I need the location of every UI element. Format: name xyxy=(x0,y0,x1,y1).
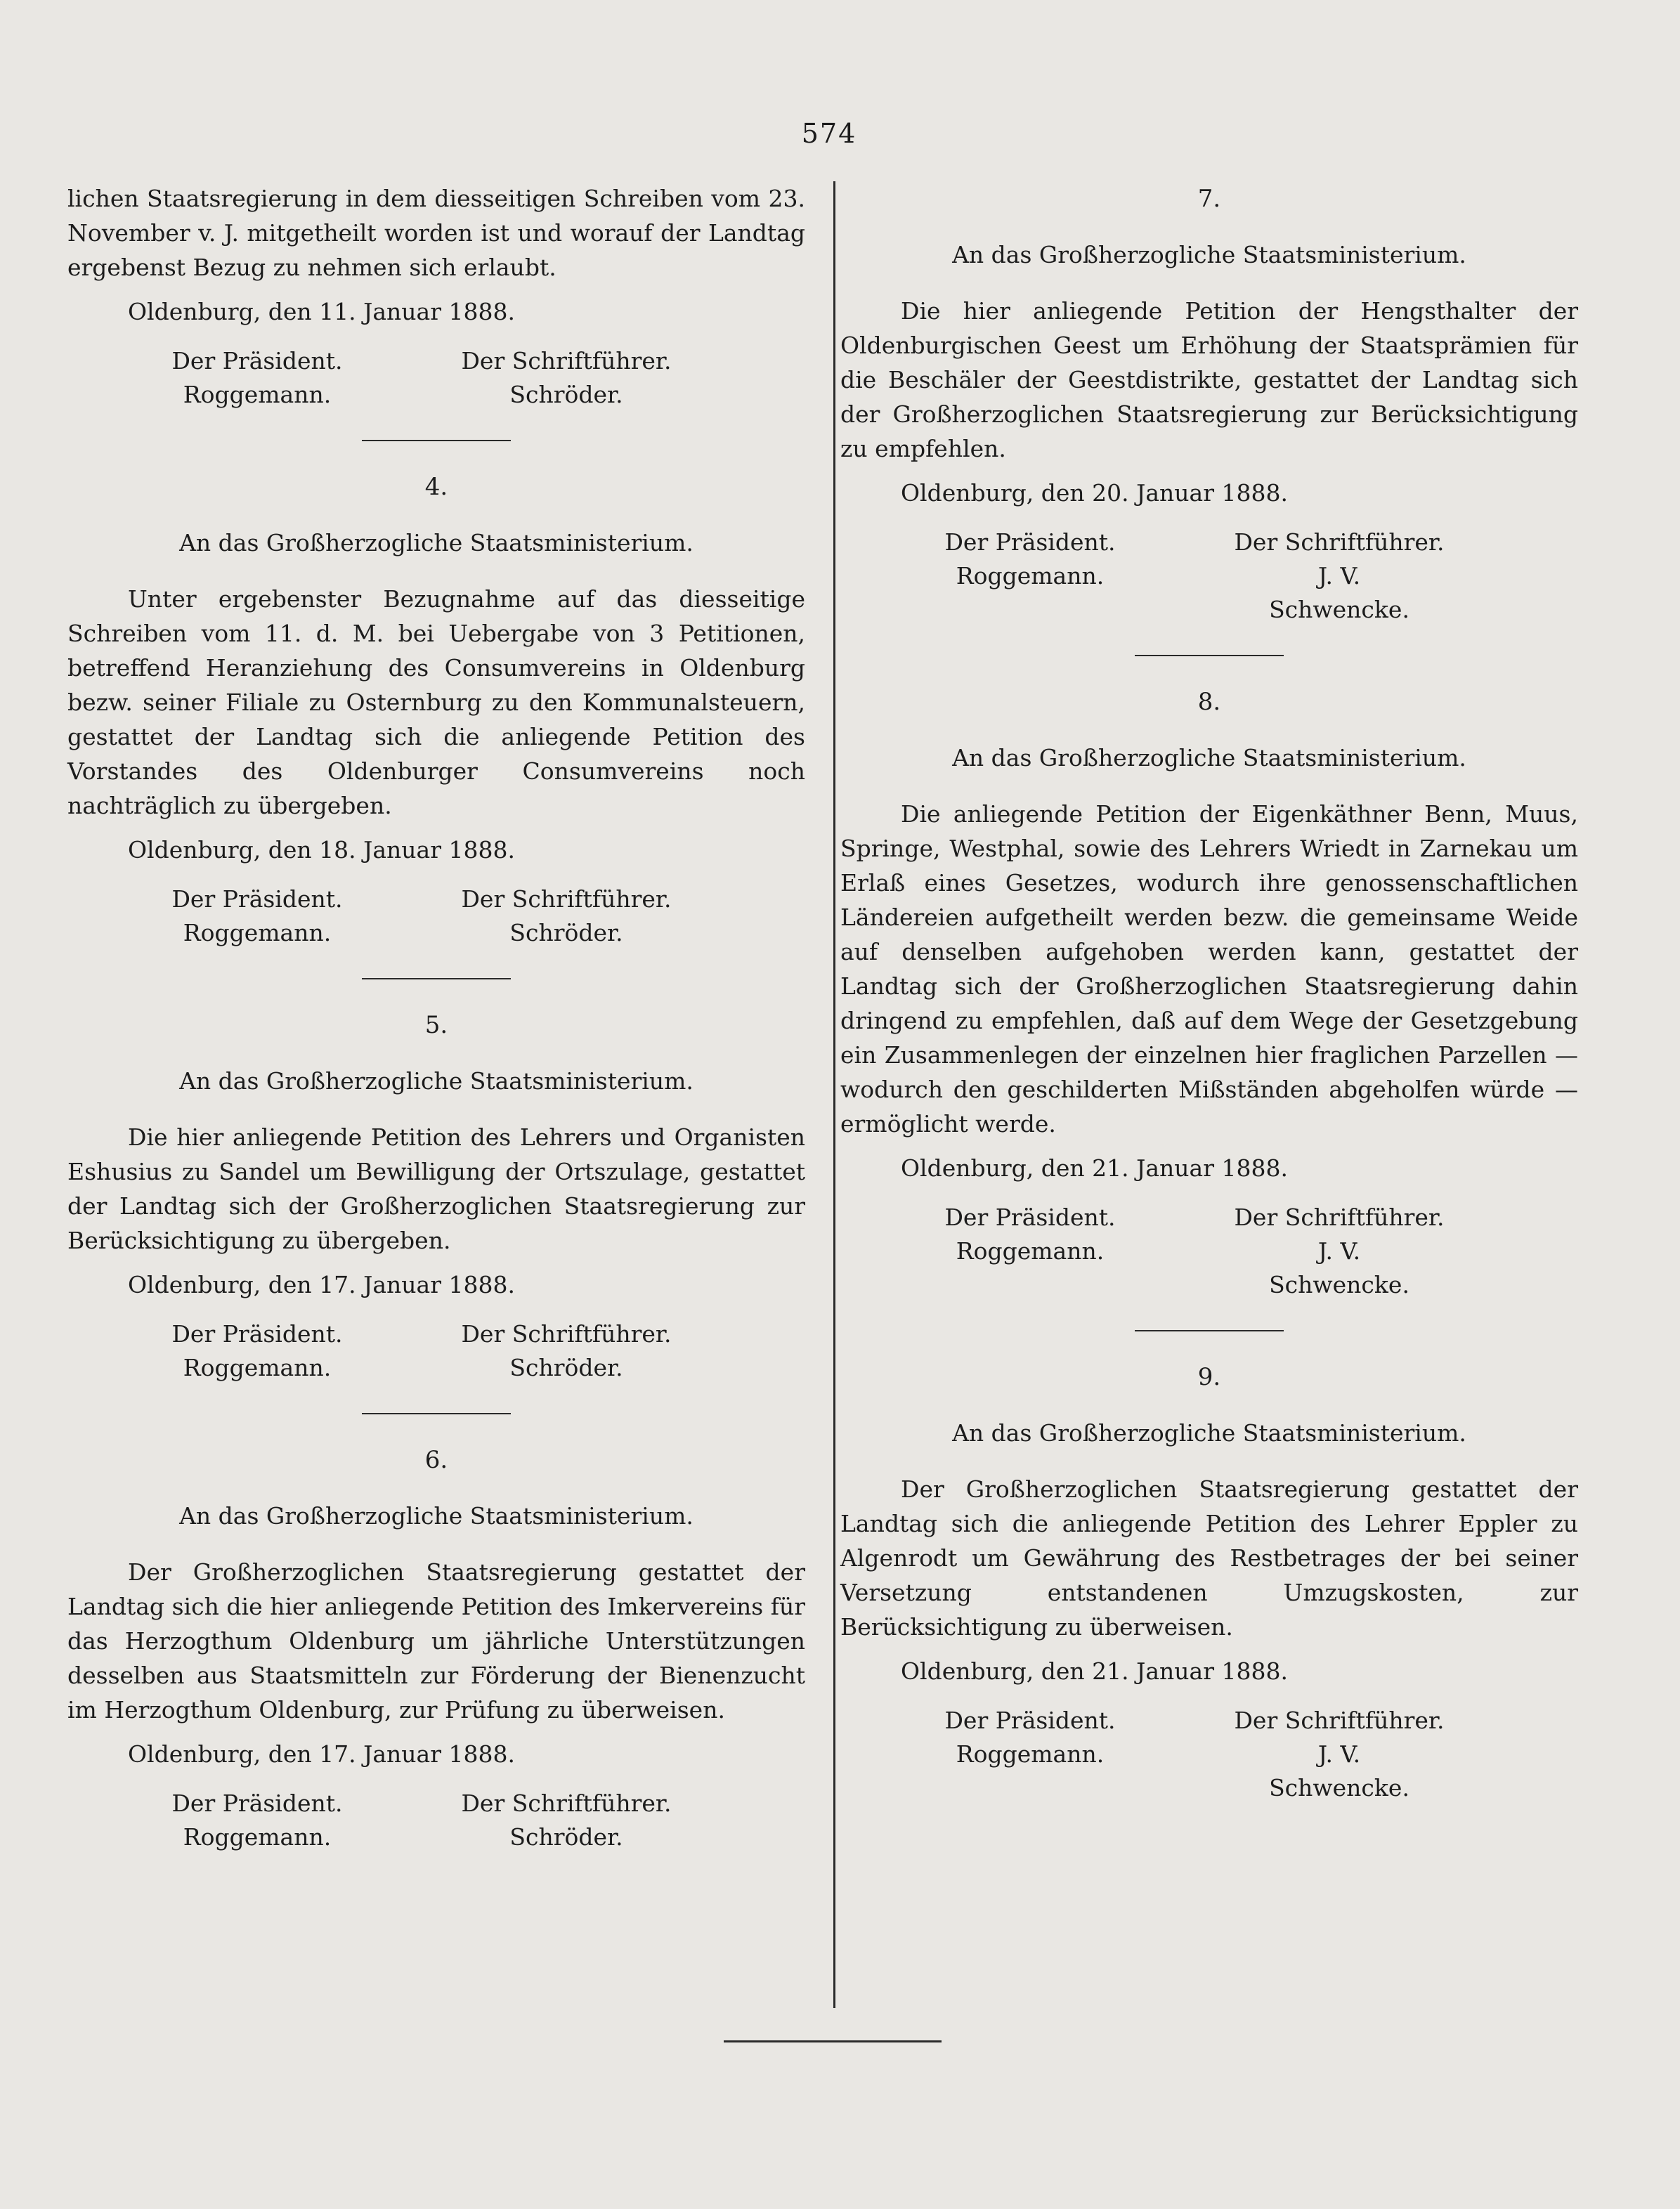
president-name: Roggemann. xyxy=(956,1237,1105,1265)
recipient-line: An das Großherzogliche Staatsministerium. xyxy=(179,529,694,556)
dateline: Oldenburg, den 21. Januar 1888. xyxy=(901,1657,1288,1685)
recipient-line: An das Großherzogliche Staatsministerium. xyxy=(952,1419,1466,1447)
signatures xyxy=(67,1787,805,1854)
secretary-title: Der Schriftführer. xyxy=(461,1320,672,1348)
president-signature xyxy=(110,1317,405,1385)
secretary-name: Schwencke. xyxy=(1269,1271,1409,1298)
signatures xyxy=(840,526,1578,627)
president-name: Roggemann. xyxy=(183,1354,332,1381)
section-text: Der Großherzoglichen Staatsregierung gestattet der Landtag sich die anliegende Petition des Lehrer Eppler zu Algenrodt um Gewährung des Restbetrages der bei seiner Versetzung entstandenen Umzugskosten, zur Berücksichtigung zu überweisen. xyxy=(840,1475,1578,1641)
secretary-signature xyxy=(419,344,714,412)
signatures xyxy=(840,1201,1578,1302)
president-signature xyxy=(110,344,405,412)
right-column xyxy=(840,181,1578,1805)
secretary-signature xyxy=(419,882,714,950)
president-title: Der Präsident. xyxy=(944,1707,1116,1734)
section-number: 7. xyxy=(1197,185,1221,213)
section-number: 4. xyxy=(424,473,448,501)
section-separator xyxy=(362,1413,511,1414)
dateline: Oldenburg, den 11. Januar 1888. xyxy=(128,298,515,325)
secretary-name: Schröder. xyxy=(509,919,623,946)
recipient-line: An das Großherzogliche Staatsministerium. xyxy=(952,241,1466,268)
president-name: Roggemann. xyxy=(183,1823,332,1851)
secretary-title: Der Schriftführer. xyxy=(1234,528,1445,556)
section-8 xyxy=(840,684,1578,1302)
carryover-block xyxy=(67,181,805,412)
section-number: 5. xyxy=(424,1011,448,1039)
recipient-line: An das Großherzogliche Staatsministerium. xyxy=(952,744,1466,771)
secretary-signature xyxy=(419,1787,714,1854)
section-5 xyxy=(67,1008,805,1385)
section-separator xyxy=(362,978,511,979)
section-separator xyxy=(362,440,511,441)
section-separator xyxy=(1135,1330,1284,1331)
section-text: Der Großherzoglichen Staatsregierung gestattet der Landtag sich die hier anliegende Petition des Imkervereins für das Herzogthum Oldenburg um jährliche Unterstützungen desselben aus Staatsmitteln zur Förderung der Bienenzucht im Herzogthum Oldenburg, zur Prüfung zu überweisen. xyxy=(67,1558,805,1723)
president-title: Der Präsident. xyxy=(944,1204,1116,1231)
section-text: Die anliegende Petition der Eigenkäthner Benn, Muus, Springe, Westphal, sowie des Lehrers Wriedt in Zarnekau um Erlaß eines Gesetzes, wodurch ihre genossenschaftlichen Ländereien aufgetheilt werden bezw. die gemeinsame Weide auf denselben aufgehoben werden kann, gestattet der Landtag sich der Großherzoglichen Staatsregierung dahin dringend zu empfehlen, daß auf dem Wege der Gesetzgebung ein Zusammenlegen der einzelnen hier fraglichen Parzellen — wodurch den geschilderten Mißständen abgeholfen würde — ermöglicht werde. xyxy=(840,800,1578,1138)
dateline: Oldenburg, den 18. Januar 1888. xyxy=(128,836,515,864)
president-title: Der Präsident. xyxy=(944,528,1116,556)
dateline: Oldenburg, den 17. Januar 1888. xyxy=(128,1740,515,1768)
secretary-deputy: J. V. xyxy=(1317,562,1361,589)
president-title: Der Präsident. xyxy=(171,1790,343,1817)
president-signature xyxy=(883,526,1178,627)
section-number: 8. xyxy=(1197,688,1221,716)
section-separator xyxy=(1135,655,1284,656)
section-text: Die hier anliegende Petition der Hengsthalter der Oldenburgischen Geest um Erhöhung der Staatsprämien für die Beschäler der Geestdistrikte, gestattet der Landtag sich der Großherzoglichen Staatsregierung zur Berücksichtigung zu empfehlen. xyxy=(840,297,1578,462)
secretary-title: Der Schriftführer. xyxy=(461,347,672,374)
president-signature xyxy=(110,1787,405,1854)
secretary-name: Schwencke. xyxy=(1269,596,1409,623)
dateline: Oldenburg, den 21. Januar 1888. xyxy=(901,1154,1288,1182)
president-signature xyxy=(883,1704,1178,1805)
president-title: Der Präsident. xyxy=(171,885,343,913)
president-name: Roggemann. xyxy=(956,1740,1105,1768)
section-4 xyxy=(67,469,805,950)
page-number: 574 xyxy=(801,118,857,149)
secretary-signature xyxy=(1192,526,1487,627)
left-column xyxy=(67,181,805,1854)
secretary-deputy: J. V. xyxy=(1317,1237,1361,1265)
president-name: Roggemann. xyxy=(956,562,1105,589)
section-number: 6. xyxy=(424,1446,448,1474)
president-name: Roggemann. xyxy=(183,381,332,408)
secretary-title: Der Schriftführer. xyxy=(461,1790,672,1817)
secretary-signature xyxy=(1192,1201,1487,1302)
signatures xyxy=(67,344,805,412)
carryover-text: lichen Staatsregierung in dem diesseitigen Schreiben vom 23. November v. J. mitgetheilt worden ist und worauf der Landtag ergebenst Bezug zu nehmen sich erlaubt. xyxy=(67,185,805,281)
section-text: Unter ergebenster Bezugnahme auf das diesseitige Schreiben vom 11. d. M. bei Uebergabe von 3 Petitionen, betreffend Heranziehung des Consumvereins in Oldenburg bezw. seiner Filiale zu Osternburg zu den Kommunalsteuern, gestattet der Landtag sich die anliegende Petition des Vorstandes des Oldenburger Consumvereins noch nachträglich zu übergeben. xyxy=(67,585,805,819)
president-name: Roggemann. xyxy=(183,919,332,946)
bottom-rule xyxy=(724,2040,942,2042)
secretary-name: Schröder. xyxy=(509,381,623,408)
secretary-signature xyxy=(419,1317,714,1385)
secretary-title: Der Schriftführer. xyxy=(461,885,672,913)
recipient-line: An das Großherzogliche Staatsministerium. xyxy=(179,1067,694,1095)
section-7 xyxy=(840,181,1578,627)
column-divider xyxy=(833,181,835,2008)
signatures xyxy=(67,1317,805,1385)
dateline: Oldenburg, den 17. Januar 1888. xyxy=(128,1271,515,1298)
president-title: Der Präsident. xyxy=(171,347,343,374)
secretary-signature xyxy=(1192,1704,1487,1805)
section-number: 9. xyxy=(1197,1363,1221,1391)
secretary-name: Schwencke. xyxy=(1269,1774,1409,1801)
secretary-name: Schröder. xyxy=(509,1823,623,1851)
secretary-name: Schröder. xyxy=(509,1354,623,1381)
president-title: Der Präsident. xyxy=(171,1320,343,1348)
secretary-title: Der Schriftführer. xyxy=(1234,1204,1445,1231)
signatures xyxy=(840,1704,1578,1805)
section-9 xyxy=(840,1360,1578,1805)
dateline: Oldenburg, den 20. Januar 1888. xyxy=(901,479,1288,507)
president-signature xyxy=(110,882,405,950)
secretary-title: Der Schriftführer. xyxy=(1234,1707,1445,1734)
section-6 xyxy=(67,1442,805,1854)
section-text: Die hier anliegende Petition des Lehrers und Organisten Eshusius zu Sandel um Bewilligung der Ortszulage, gestattet der Landtag sich der Großherzoglichen Staatsregierung zur Berücksichtigung zu übergeben. xyxy=(67,1123,805,1254)
secretary-deputy: J. V. xyxy=(1317,1740,1361,1768)
president-signature xyxy=(883,1201,1178,1302)
signatures xyxy=(67,882,805,950)
recipient-line: An das Großherzogliche Staatsministerium. xyxy=(179,1502,694,1530)
